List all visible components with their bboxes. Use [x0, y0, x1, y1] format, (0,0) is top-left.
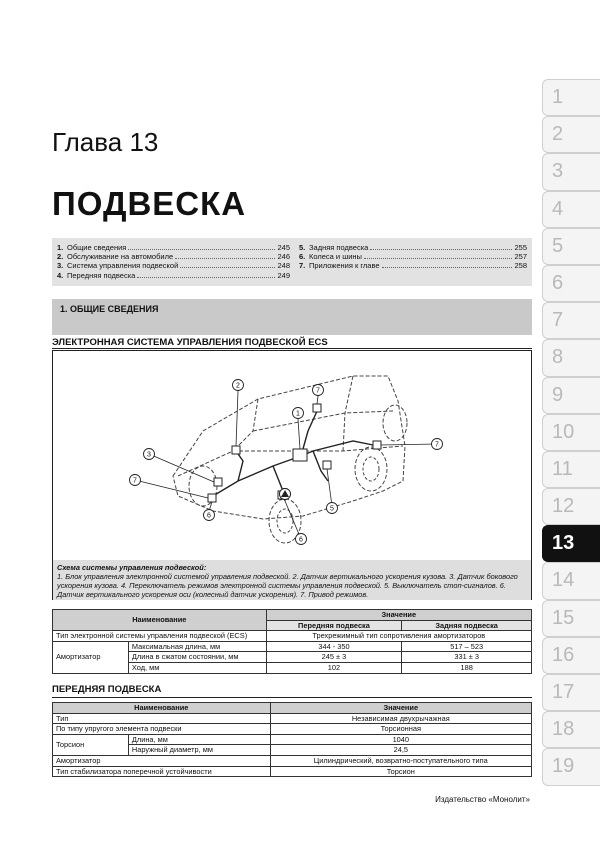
direction-icon [280, 489, 291, 500]
toc-item[interactable] [57, 243, 290, 252]
chapter-tab[interactable]: 10 [542, 414, 600, 451]
table-cell: Торсионная [270, 724, 531, 735]
callout-label: 5 [330, 505, 334, 513]
table-cell: 24,5 [270, 745, 531, 756]
table-cell: Тип электронной системы управления подвеской (ECS) [53, 631, 267, 642]
vehicle-illustration [53, 351, 531, 561]
chapter-tab[interactable]: 14 [542, 562, 600, 599]
toc-dots [137, 271, 275, 278]
table-cell: Амортизатор [53, 755, 271, 766]
table-cell: Ход, мм [128, 662, 266, 673]
table-cell: Наружный диаметр, мм [128, 745, 270, 756]
toc-label: Обслуживание на автомобиле [67, 252, 174, 262]
toc-label: Передняя подвеска [67, 270, 136, 280]
chapter-tab[interactable]: 3 [542, 153, 600, 190]
table-of-contents [52, 238, 532, 286]
toc-item[interactable] [299, 252, 527, 261]
toc-dots [364, 252, 513, 259]
divider [52, 348, 532, 349]
toc-page: 249 [277, 270, 290, 280]
toc-num: 4. [57, 270, 64, 280]
suspension-diagram [52, 350, 532, 600]
table-cell: Трехрежимный тип сопротивления амортизаторов [266, 631, 531, 642]
chapter-tab[interactable]: 18 [542, 711, 600, 748]
toc-page: 248 [277, 261, 290, 271]
callout-label: 7 [316, 387, 320, 395]
table-header: Задняя подвеска [402, 620, 532, 631]
toc-page: 255 [514, 243, 527, 252]
toc-dots [382, 261, 513, 268]
table-row [53, 734, 532, 745]
toc-page: 246 [277, 252, 290, 262]
section-header [52, 299, 532, 335]
chapter-tab[interactable]: 9 [542, 377, 600, 414]
front-suspension-heading: ПЕРЕДНЯЯ ПОДВЕСКА [52, 684, 162, 695]
toc-dots [370, 243, 512, 250]
chapter-tab[interactable]: 5 [542, 228, 600, 265]
toc-item[interactable] [299, 261, 527, 270]
chapter-tab-active[interactable]: 13 [542, 525, 600, 562]
toc-right-column [299, 243, 527, 271]
toc-num: 6. [299, 252, 306, 262]
table-row [53, 713, 532, 724]
chapter-tab[interactable]: 15 [542, 600, 600, 637]
callout-label: 6 [207, 512, 211, 520]
chapter-tab[interactable]: 6 [542, 265, 600, 302]
toc-page: 245 [277, 243, 290, 252]
chapter-tab[interactable]: 7 [542, 302, 600, 339]
chapter-tabs [542, 79, 600, 786]
table-cell: 1040 [270, 734, 531, 745]
table-header: Наименование [53, 610, 267, 631]
ecs-heading: ЭЛЕКТРОННАЯ СИСТЕМА УПРАВЛЕНИЯ ПОДВЕСКОЙ ECS [52, 337, 328, 348]
table-cell: 102 [266, 662, 402, 673]
table-row [53, 641, 532, 652]
toc-left-column [57, 243, 290, 280]
toc-num: 1. [57, 243, 64, 252]
table-cell: 245 ± 3 [266, 652, 402, 663]
table-cell: 344 - 350 [266, 641, 402, 652]
chapter-tab[interactable]: 1 [542, 79, 600, 116]
table-header: Наименование [53, 703, 271, 714]
toc-dots [128, 243, 275, 250]
table-row [53, 766, 532, 777]
toc-page: 257 [514, 252, 527, 262]
table-cell: Торсион [270, 766, 531, 777]
callout-label: 7 [133, 477, 137, 485]
toc-item[interactable] [57, 252, 290, 261]
ecs-spec-table [52, 609, 532, 674]
toc-num: 2. [57, 252, 64, 262]
callout-label: 1 [296, 410, 300, 418]
toc-num: 5. [299, 243, 306, 252]
table-cell: Длина, мм [128, 734, 270, 745]
toc-label: Общие сведения [67, 243, 127, 252]
table-cell: 188 [402, 662, 532, 673]
table-cell: 517 – 523 [402, 641, 532, 652]
table-row [53, 631, 532, 642]
table-cell: Цилиндрический, возвратно-поступательного типа [270, 755, 531, 766]
table-cell: 331 ± 3 [402, 652, 532, 663]
callout-label: 2 [236, 382, 240, 390]
toc-item[interactable] [57, 261, 290, 270]
table-cell: Тип стабилизатора поперечной устойчивости [53, 766, 271, 777]
publisher-footer: Издательство «Монолит» [435, 795, 530, 804]
chapter-tab[interactable]: 8 [542, 339, 600, 376]
callout-label: 7 [435, 441, 439, 449]
table-cell: Максимальная длина, мм [128, 641, 266, 652]
table-header: Значение [266, 610, 531, 621]
table-row [53, 755, 532, 766]
toc-num: 7. [299, 261, 306, 271]
toc-item[interactable] [57, 271, 290, 280]
chapter-tab[interactable]: 19 [542, 748, 600, 785]
toc-dots [175, 252, 275, 259]
table-cell: Тип [53, 713, 271, 724]
section-title: 1. ОБЩИЕ СВЕДЕНИЯ [60, 304, 159, 314]
chapter-tab[interactable]: 4 [542, 191, 600, 228]
chapter-tab[interactable]: 2 [542, 116, 600, 153]
chapter-tab[interactable]: 11 [542, 451, 600, 488]
table-header: Значение [270, 703, 531, 714]
callout-label: 3 [147, 451, 151, 459]
toc-label: Приложения к главе [309, 261, 380, 271]
table-cell: Торсион [53, 734, 129, 755]
table-cell: Амортизатор [53, 641, 129, 673]
caption-title: Схема системы управления подвеской: [57, 563, 207, 572]
chapter-tab[interactable]: 12 [542, 488, 600, 525]
toc-label: Система управления подвеской [67, 261, 179, 271]
figure-caption [53, 560, 531, 600]
page-title: ПОДВЕСКА [52, 185, 247, 222]
toc-label: Задняя подвеска [309, 243, 369, 252]
toc-page: 258 [514, 261, 527, 271]
toc-num: 3. [57, 261, 64, 271]
chapter-tab[interactable]: 16 [542, 637, 600, 674]
table-row [53, 724, 532, 735]
toc-item[interactable] [299, 243, 527, 252]
chapter-label: Глава 13 [52, 127, 159, 157]
toc-label: Колеса и шины [309, 252, 362, 262]
divider [52, 697, 532, 698]
caption-text: 1. Блок управления электронной системой управления подвеской. 2. Датчик вертикального ускорения кузова. 3. Датчик бокового ускорения кузова. 4. Переключатель режимов электронной системы управления подвеской. 5. Выключатель стоп-сигналов. 6. Датчик вертикального ускорения оси (колесный датчик ускорения). 7. Привод режимов. [57, 572, 518, 599]
table-header: Передняя подвеска [266, 620, 402, 631]
callout-label: 6 [299, 536, 303, 544]
toc-dots [180, 261, 275, 268]
front-suspension-table [52, 702, 532, 777]
chapter-tab[interactable]: 17 [542, 674, 600, 711]
table-cell: По типу упругого элемента подвески [53, 724, 271, 735]
table-cell: Длина в сжатом состоянии, мм [128, 652, 266, 663]
table-cell: Независимая двухрычажная [270, 713, 531, 724]
